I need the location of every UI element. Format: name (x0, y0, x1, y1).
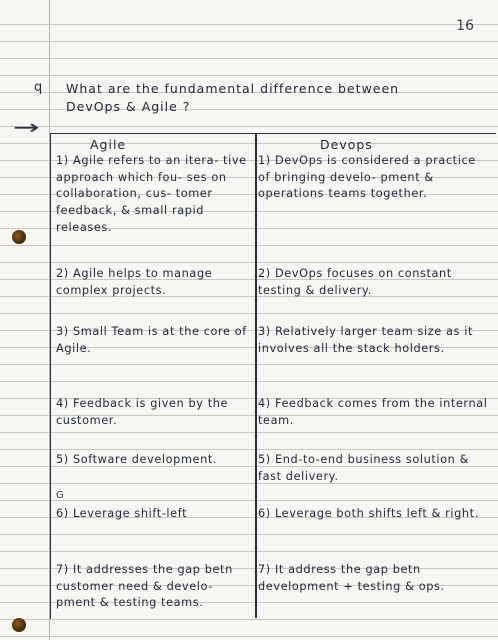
devops-point-2: 2) DevOps focuses on constant testing & delivery. (258, 267, 452, 297)
agile-point-4: 4) Feedback is given by the customer. (56, 397, 229, 427)
question-text: What are the fundamental difference between DevOps & Agile ? (66, 81, 400, 114)
agile-point-3: 3) Small Team is at the core of Agile. (56, 325, 247, 355)
table-column-divider (255, 133, 257, 618)
arrow-icon: → (12, 115, 40, 139)
binder-hole (12, 230, 26, 244)
devops-point-5: 5) End-to-end business solution & fast delivery. (258, 453, 469, 483)
agile-point-2: 2) Agile helps to manage complex projects. (56, 267, 213, 297)
devops-point-3: 3) Relatively larger team size as it involves all the stack holders. (258, 325, 473, 355)
header-devops: Devops (320, 137, 373, 152)
page-number: 16 (456, 18, 474, 34)
agile-point-7: 7) It addresses the gap betn customer need & develo- pment & testing teams. (56, 563, 233, 610)
agile-point-5: 5) Software development. (56, 453, 218, 466)
agile-point-6: 6) Leverage shift-left (56, 507, 188, 520)
agile-point-1: 1) Agile refers to an itera- tive approach which fou- ses on collaboration, cus- tomer feedback, & small rapid releases. (56, 154, 247, 234)
devops-point-1: 1) DevOps is considered a practice of bringing develo- pment & operations teams together. (258, 154, 476, 201)
question-marker: q (34, 80, 43, 95)
binder-hole (12, 618, 26, 632)
devops-point-7: 7) It address the gap betn development + testing & ops. (258, 563, 445, 593)
devops-point-6: 6) Leverage both shifts left & right. (258, 507, 479, 520)
header-agile: Agile (90, 137, 127, 152)
stray-mark: G (56, 490, 64, 501)
devops-point-4: 4) Feedback comes from the internal team. (258, 397, 488, 427)
